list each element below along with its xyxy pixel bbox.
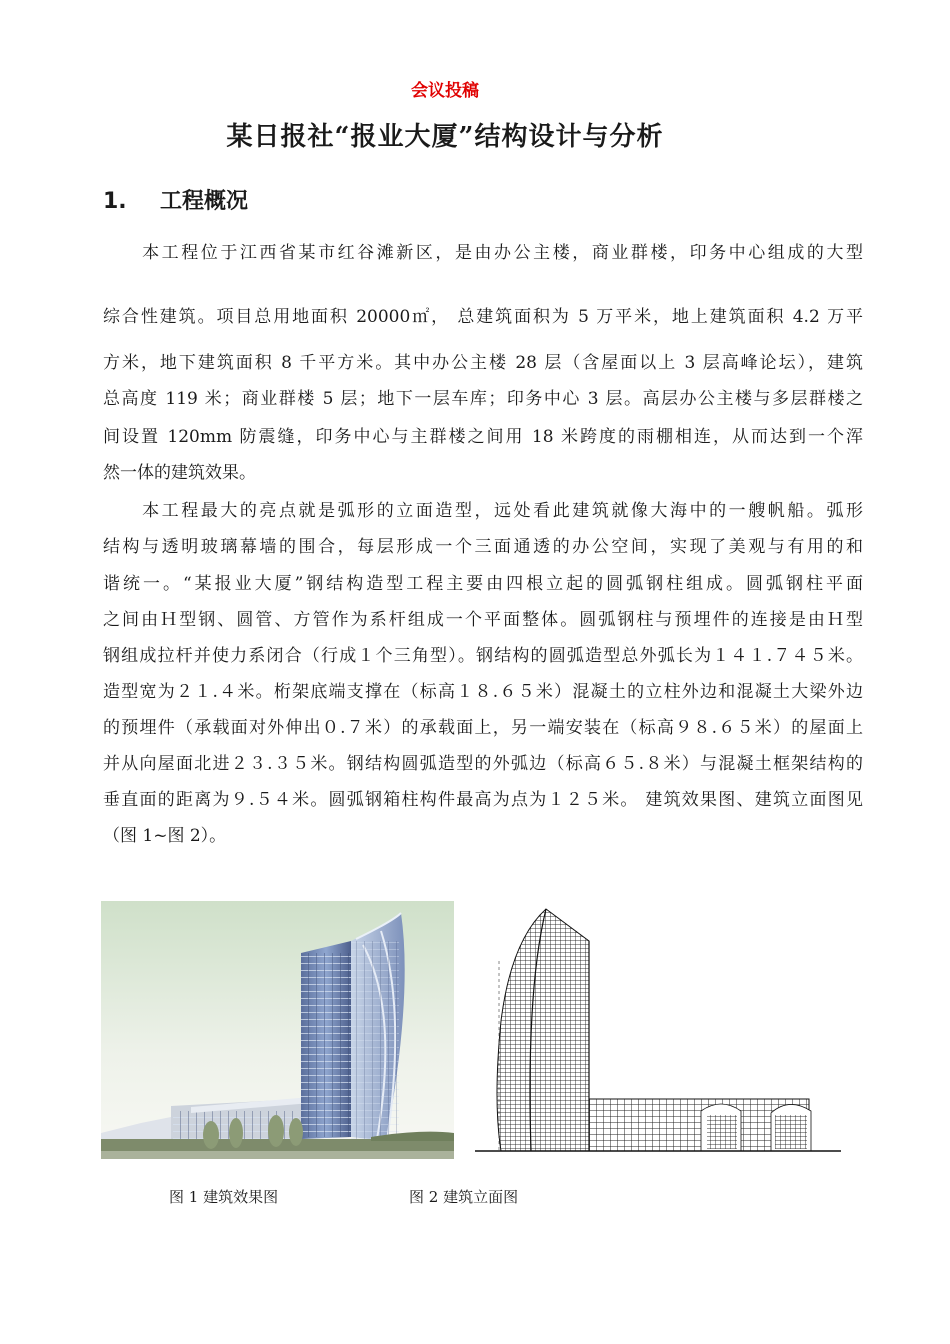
text-line: 综合性建筑。项目总用地面积 20000㎡， 总建筑面积为 5 万平米，地上建筑面积 4.2 万平 [103,307,863,327]
text-line: 间设置 120mm 防震缝，印务中心与主群楼之间用 18 米跨度的雨棚相连，从而达到一个浑 [103,427,863,447]
text-line: 造型宽为２１.４米。桁架底端支撑在（标高１８.６５米）混凝土的立柱外边和混凝土大梁外边 [103,682,863,702]
figure-2-elevation [471,901,844,1159]
text-line: 的预埋件（承载面对外伸出０.７米）的承载面上，另一端安装在（标高９８.６５米）的屋面上 [103,718,863,738]
figure-1-rendering [101,901,454,1159]
text-line: 然一体的建筑效果。 [103,463,256,483]
text-line: 方米，地下建筑面积 8 千平方米。其中办公主楼 28 层（含屋面以上 3 层高峰论坛），建筑 [103,353,863,373]
conference-label: 会议投稿 [411,81,479,101]
text-line: 本工程最大的亮点就是弧形的立面造型，远处看此建筑就像大海中的一艘帆船。弧形 [103,501,863,521]
text-line: 结构与透明玻璃幕墙的围合，每层形成一个三面通透的办公空间，实现了美观与有用的和 [103,537,863,557]
section-heading [103,184,248,215]
text-line: 总高度 119 米；商业群楼 5 层；地下一层车库；印务中心 3 层。高层办公主楼与多层群楼之 [103,389,863,409]
building-rendering-image [101,901,454,1159]
text-line: 垂直面的距离为９.５４米。圆弧钢箱柱构件最高为点为１２５米。 建筑效果图、建筑立面图见 [103,790,863,810]
text-line: 谐统一。“某报业大厦”钢结构造型工程主要由四根立起的圆弧钢柱组成。圆弧钢柱平面 [103,574,863,594]
section-number: 1. [103,189,127,214]
text-line: 并从向屋面北进２３.３５米。钢结构圆弧造型的外弧边（标高６５.８米）与混凝土框架结构的 [103,754,863,774]
figure-1-caption: 图 1 建筑效果图 [169,1188,279,1206]
text-line: 本工程位于江西省某市红谷滩新区，是由办公主楼，商业群楼，印务中心组成的大型 [103,243,863,263]
figure-2-caption: 图 2 建筑立面图 [409,1188,519,1206]
building-elevation-drawing [471,901,844,1159]
section-title: 工程概况 [160,189,249,214]
text-line: 之间由Ｈ型钢、圆管、方管作为系杆组成一个平面整体。圆弧钢柱与预埋件的连接是由Ｈ型 [103,610,863,630]
paper-title: 某日报社“报业大厦”结构设计与分析 [226,122,664,152]
text-line: （图 1~图 2）。 [103,826,227,846]
text-line: 钢组成拉杆并使力系闭合（行成１个三角型）。钢结构的圆弧造型总外弧长为１４１.７４５米。 [103,646,863,666]
